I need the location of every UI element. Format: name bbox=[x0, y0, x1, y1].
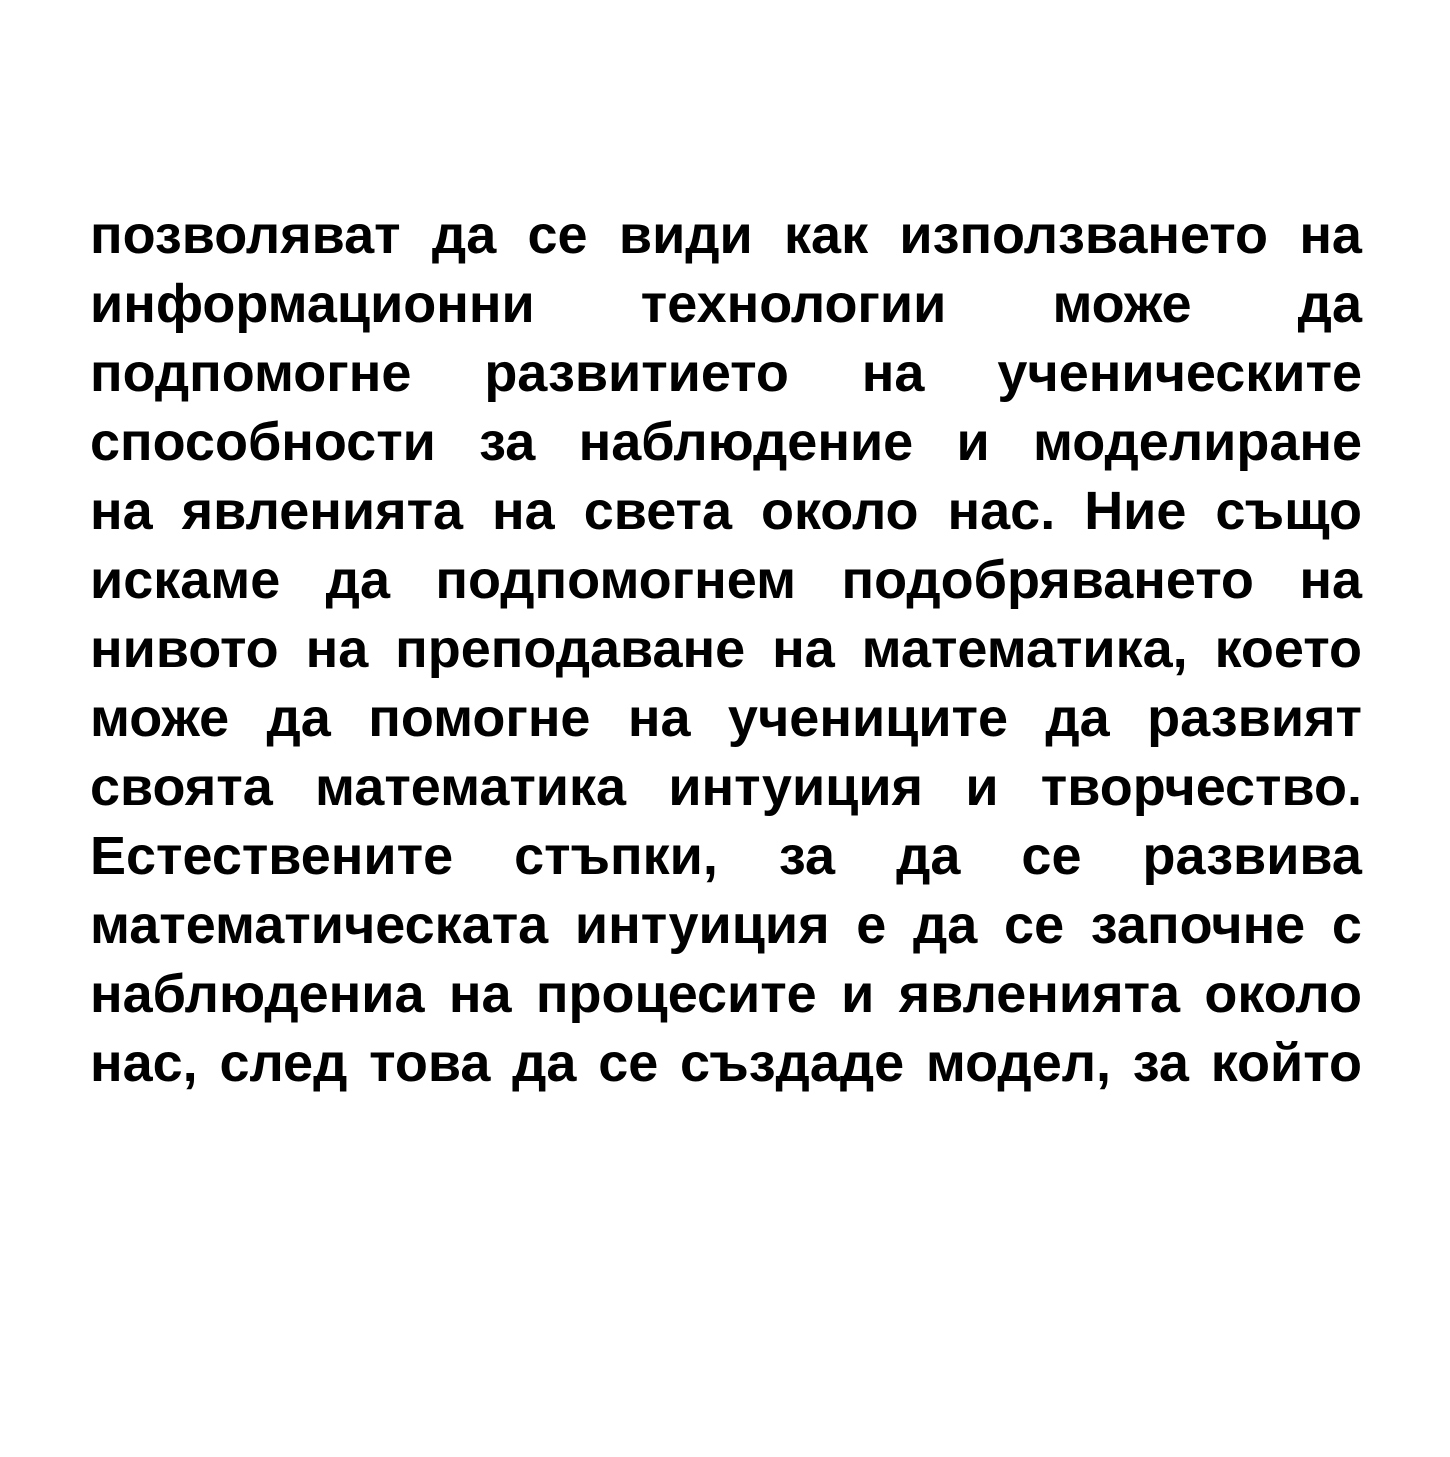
word: моделиране bbox=[1033, 412, 1362, 472]
text-line bbox=[90, 201, 1362, 270]
word: на bbox=[492, 481, 555, 541]
word: за bbox=[778, 826, 836, 886]
text-line bbox=[90, 960, 1362, 1029]
text-line bbox=[90, 615, 1362, 684]
word: около bbox=[761, 481, 919, 541]
word: се bbox=[527, 205, 588, 265]
text-line bbox=[90, 1029, 1362, 1098]
word: стъпки, bbox=[514, 826, 718, 886]
word: също bbox=[1215, 481, 1362, 541]
word: на bbox=[627, 688, 691, 748]
word: види bbox=[618, 205, 753, 265]
word: творчество. bbox=[1040, 757, 1362, 817]
word: подпомогнем bbox=[435, 550, 797, 610]
word: се bbox=[1004, 895, 1065, 955]
text-line bbox=[90, 753, 1362, 822]
text-line bbox=[90, 408, 1362, 477]
word: с bbox=[1331, 895, 1362, 955]
word: наблюдениа bbox=[90, 964, 425, 1024]
word: което bbox=[1214, 619, 1362, 679]
word: да bbox=[431, 205, 497, 265]
word: на bbox=[861, 343, 925, 403]
word: да bbox=[266, 688, 331, 748]
word: да bbox=[325, 550, 390, 610]
word: след bbox=[219, 1033, 348, 1093]
word: на bbox=[305, 619, 369, 679]
word: интуиция bbox=[668, 757, 924, 817]
text-line bbox=[90, 891, 1362, 960]
word: използването bbox=[899, 205, 1269, 265]
word: на bbox=[1299, 550, 1362, 610]
word: се bbox=[598, 1033, 659, 1093]
word: който bbox=[1210, 1033, 1362, 1093]
word: за bbox=[479, 412, 536, 472]
word: света bbox=[583, 481, 733, 541]
word: процесите bbox=[535, 964, 817, 1024]
word: това bbox=[369, 1033, 491, 1093]
word: ученическите bbox=[997, 343, 1362, 403]
word: Ние bbox=[1084, 481, 1187, 541]
word: технологии bbox=[640, 274, 947, 334]
word: и bbox=[956, 412, 990, 472]
text-line bbox=[90, 822, 1362, 891]
word: Естествените bbox=[90, 826, 454, 886]
word: позволяват bbox=[90, 205, 401, 265]
word: да bbox=[896, 826, 961, 886]
word: и bbox=[841, 964, 875, 1024]
word: модел, bbox=[925, 1033, 1112, 1093]
word: наблюдение bbox=[578, 412, 914, 472]
word: да bbox=[1045, 688, 1110, 748]
word: учениците bbox=[727, 688, 1009, 748]
word: да bbox=[512, 1033, 577, 1093]
word: да bbox=[1297, 274, 1362, 334]
word: на bbox=[448, 964, 512, 1024]
word: математическата bbox=[90, 895, 549, 955]
word: подпомогне bbox=[90, 343, 412, 403]
word: математика, bbox=[861, 619, 1188, 679]
word: на bbox=[772, 619, 835, 679]
word: помогне bbox=[368, 688, 591, 748]
text-line bbox=[90, 270, 1362, 339]
word: е bbox=[856, 895, 887, 955]
word: започне bbox=[1090, 895, 1306, 955]
word: нас, bbox=[90, 1033, 198, 1093]
word: информационни bbox=[90, 274, 535, 334]
word: нивото bbox=[90, 619, 279, 679]
text-line bbox=[90, 546, 1362, 615]
word: явленията bbox=[181, 481, 464, 541]
word: развива bbox=[1142, 826, 1362, 886]
word: своята bbox=[90, 757, 273, 817]
word: да bbox=[913, 895, 978, 955]
word: на bbox=[90, 481, 153, 541]
word: за bbox=[1132, 1033, 1189, 1093]
text-line bbox=[90, 684, 1362, 753]
word: около bbox=[1204, 964, 1362, 1024]
word: как bbox=[784, 205, 869, 265]
word: и bbox=[965, 757, 999, 817]
word: искаме bbox=[90, 550, 281, 610]
word: може bbox=[90, 688, 230, 748]
word: подобряването bbox=[841, 550, 1254, 610]
word: на bbox=[1299, 205, 1362, 265]
word: се bbox=[1021, 826, 1082, 886]
word: математика bbox=[315, 757, 627, 817]
word: развитието bbox=[484, 343, 789, 403]
word: явленията bbox=[898, 964, 1181, 1024]
text-line bbox=[90, 477, 1362, 546]
word: способности bbox=[90, 412, 436, 472]
word: създаде bbox=[680, 1033, 905, 1093]
word: интуиция bbox=[574, 895, 830, 955]
text-line bbox=[90, 339, 1362, 408]
word: може bbox=[1052, 274, 1192, 334]
body-text bbox=[90, 201, 1362, 1098]
word: нас. bbox=[947, 481, 1056, 541]
word: преподаване bbox=[395, 619, 746, 679]
word: развият bbox=[1147, 688, 1362, 748]
